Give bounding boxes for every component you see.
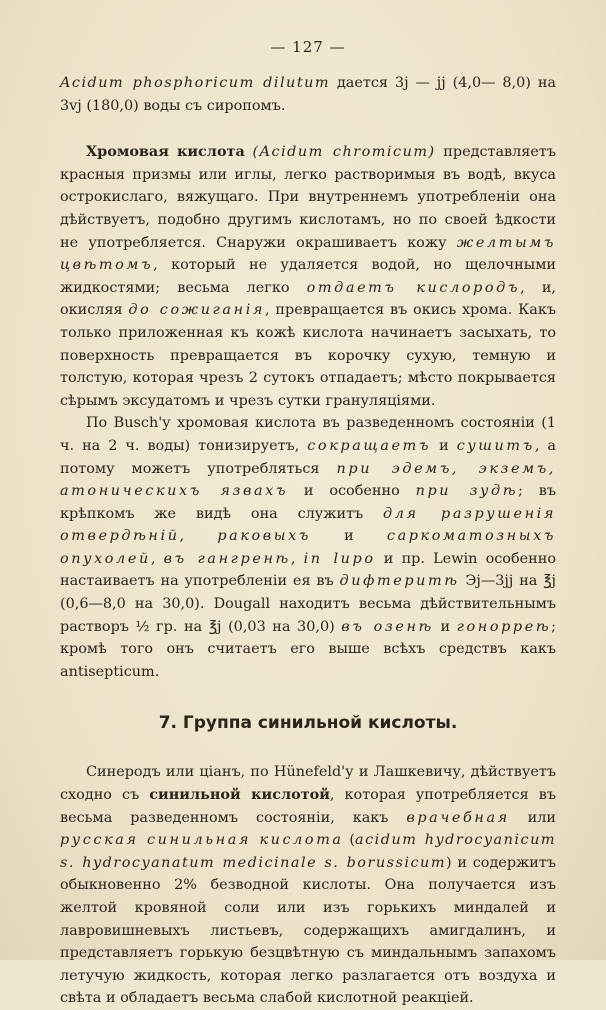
emphasis: желтымъ цвѣтомъ [60, 234, 556, 274]
text-run: дается 3j — jj (4,0— 8,0) на 3vj (180,0) воды съ сиропомъ. [60, 75, 556, 114]
text-run: и пр. Lewin особенно настаиваетъ на употребленіи ея въ [60, 550, 556, 590]
emphasis: дифтеритѣ [339, 573, 460, 590]
emphasis: русская синильная кислота [60, 832, 344, 849]
latin-term: (Acidum chromicum) [252, 144, 436, 161]
emphasis: до сожиганія [128, 302, 266, 319]
text-run: По Busch'у хромовая кислота въ разведенномъ состояніи (1 ч. на 2 ч. воды) тонизируетъ, [60, 415, 556, 454]
text-run: ; въ крѣпкомъ же видѣ она служитъ [60, 483, 556, 522]
emphasis: сушитъ [456, 437, 535, 454]
text-run: и [433, 618, 457, 635]
emphasis: отдаетъ кислородъ [306, 279, 521, 296]
latin-term: Acidum phosphoricum dilutum [60, 75, 331, 91]
emphasis: врачебная [406, 809, 510, 826]
text-run: , [179, 528, 218, 545]
text-run: или [509, 809, 557, 826]
text-run: Эj—3jj на ℥j (0,6—8,0 на 30,0). Dougall находитъ весьма дѣйствительнымъ растворъ ½ гр. на ℥j (0,03 на 30,0) [60, 573, 556, 635]
emphasis: in lupo [303, 550, 376, 567]
text-run: ; кромѣ того онъ считаетъ его выше всѣхъ средствъ какъ antisepticum. [60, 618, 557, 680]
bold-term: синильной кислотой [149, 786, 330, 804]
text-run: , а потому можетъ употребляться [60, 437, 557, 477]
text-run: и [310, 528, 387, 545]
text-run: , [290, 550, 304, 567]
text-run: Синеродъ или ціанъ, по Hünefeld'у и Лашкевичу, дѣйствуетъ сходно съ [60, 764, 556, 804]
text-run: представляетъ красныя призмы или иглы, легко растворимыя въ водѣ, вкуса острокислаго, вяжущаго. При внутреннемъ употребленіи она дѣйствуетъ, подобно другимъ кислотамъ, но по своей ѣдкости не употребляется. Снаружи окрашиваетъ кожу [60, 144, 556, 251]
text-run: , и, окисляя [60, 279, 556, 319]
emphasis: раковыхъ [217, 528, 311, 545]
paragraph-chromic-acid [60, 141, 556, 412]
emphasis: въ озенѣ [341, 618, 434, 635]
text-run: и [431, 437, 457, 454]
paragraph-phosphoric-acid [60, 72, 556, 117]
term-heading: Хромовая кислота [86, 143, 245, 161]
emphasis: сокращаетъ [307, 437, 432, 454]
text-run: и особенно [288, 483, 416, 500]
text-run: , которая употребляется въ весьма разведенномъ состояніи, какъ [60, 787, 556, 826]
text-run: ) и содержитъ обыкновенно 2% безводной кислоты. Она получается изъ желтой кровяной соли или изъ горькихъ миндалей и лавровишневыхъ листьевъ, содержащихъ амигдалинъ, и представляетъ горькую безцвѣтную съ миндальнымъ запахомъ летучую жидкость, которая легко разлагается отъ воздуха и свѣта и обладаетъ весьма слабой кислотной реакціей. [60, 854, 556, 1007]
emphasis: въ гангренѣ [163, 550, 291, 567]
text-run: , превращается въ окись хрома. Какъ только приложенная къ кожѣ кислота начинаетъ засыхать, то поверхность превращается въ корочку сухую, темную и толстую, которая чрезъ 2 сутокъ отпадаетъ; мѣсто покрывается сѣрымъ эксудатомъ и чрезъ сутки грануляціями. [60, 302, 557, 409]
spacer [60, 117, 556, 141]
section-heading: 7. Группа синильной кислоты. [158, 713, 458, 734]
emphasis: гонорреѣ [456, 618, 552, 635]
emphasis: для разрушенія отвердѣній [60, 505, 557, 545]
text-run: ( [343, 832, 356, 849]
text-run: , [150, 550, 164, 567]
paragraph-cyanogen [60, 761, 556, 1010]
emphasis: при эдемъ, экземъ, атоническихъ язвахъ [60, 460, 556, 500]
text-run: , который не удаляется водой, но щелочными жидкостями; весьма легко [60, 257, 556, 296]
page-number: — 127 — [270, 38, 346, 56]
emphasis: при зудѣ [415, 483, 519, 500]
paragraph-busch [60, 412, 556, 683]
emphasis: саркоматозныхъ опухолей [60, 528, 556, 567]
latin-term: acidum hydrocyanicum s. hydrocyanatum medicinale s. borussicum [60, 832, 556, 871]
